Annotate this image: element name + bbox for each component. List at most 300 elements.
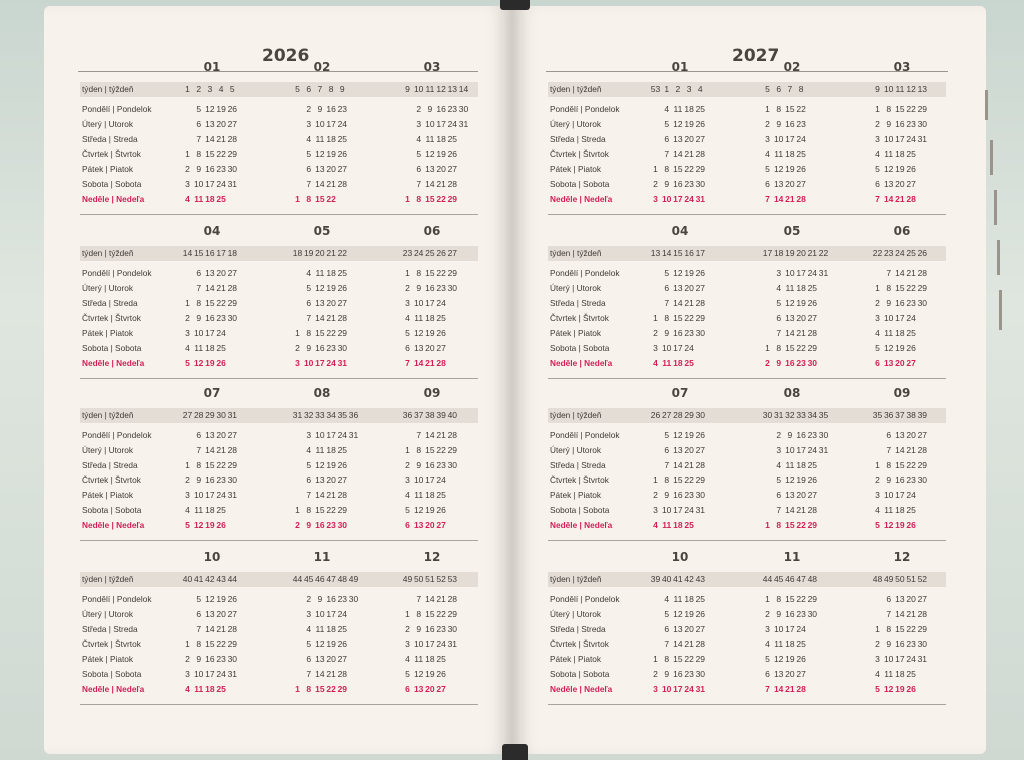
calendar-day[interactable]: 27 (227, 268, 238, 278)
calendar-day[interactable]: 5 (765, 654, 770, 664)
calendar-day[interactable]: 5 (196, 104, 202, 114)
calendar-day[interactable]: 13 (673, 445, 683, 455)
calendar-day[interactable]: 12 (773, 654, 784, 664)
calendar-day[interactable]: 24 (436, 475, 446, 485)
calendar-day[interactable]: 8 (886, 460, 892, 470)
calendar-day[interactable]: 10 (413, 639, 424, 649)
calendar-day[interactable]: 10 (883, 654, 894, 664)
calendar-day[interactable]: 21 (216, 624, 226, 634)
calendar-day[interactable]: 15 (205, 460, 215, 470)
calendar-day[interactable]: 3 (875, 654, 880, 664)
calendar-day[interactable]: 6 (306, 164, 312, 174)
calendar-day[interactable]: 8 (306, 328, 312, 338)
calendar-day-sunday[interactable]: 7 (405, 358, 410, 368)
calendar-day[interactable]: 15 (785, 104, 795, 114)
calendar-day[interactable]: 7 (664, 460, 670, 470)
calendar-day[interactable]: 19 (216, 104, 226, 114)
calendar-day[interactable]: 24 (337, 430, 348, 440)
calendar-day[interactable]: 13 (883, 179, 894, 189)
calendar-day[interactable]: 18 (326, 134, 336, 144)
calendar-day[interactable]: 31 (458, 119, 469, 129)
calendar-day-sunday[interactable]: 1 (405, 194, 410, 204)
calendar-day[interactable]: 4 (306, 268, 312, 278)
calendar-day[interactable]: 21 (684, 460, 694, 470)
calendar-day-sunday[interactable]: 16 (315, 520, 325, 530)
calendar-day[interactable]: 14 (205, 445, 215, 455)
calendar-day[interactable]: 14 (425, 430, 435, 440)
calendar-day[interactable]: 7 (886, 609, 892, 619)
calendar-day-sunday[interactable]: 10 (661, 194, 672, 204)
calendar-day-sunday[interactable]: 30 (807, 358, 818, 368)
calendar-day[interactable]: 5 (664, 268, 670, 278)
calendar-day[interactable]: 24 (216, 490, 226, 500)
calendar-day[interactable]: 22 (436, 268, 446, 278)
calendar-day[interactable]: 17 (796, 445, 806, 455)
calendar-day[interactable]: 2 (185, 164, 190, 174)
calendar-day-sunday[interactable]: 15 (785, 520, 795, 530)
calendar-day[interactable]: 23 (684, 669, 694, 679)
calendar-day[interactable]: 26 (807, 298, 818, 308)
calendar-day[interactable]: 16 (895, 298, 905, 308)
calendar-day[interactable]: 5 (664, 430, 670, 440)
calendar-day[interactable]: 20 (216, 119, 226, 129)
calendar-day[interactable]: 23 (796, 609, 806, 619)
calendar-day[interactable]: 11 (785, 460, 795, 470)
calendar-day[interactable]: 22 (436, 445, 446, 455)
calendar-day[interactable]: 10 (883, 313, 894, 323)
calendar-day[interactable]: 22 (796, 594, 806, 604)
calendar-day[interactable]: 16 (326, 104, 336, 114)
calendar-day[interactable]: 28 (695, 149, 706, 159)
calendar-day[interactable]: 19 (216, 594, 226, 604)
calendar-day[interactable]: 25 (216, 343, 226, 353)
calendar-day-sunday[interactable]: 31 (695, 684, 706, 694)
calendar-day[interactable]: 29 (807, 343, 818, 353)
calendar-day[interactable]: 7 (196, 445, 202, 455)
calendar-day[interactable]: 27 (796, 669, 806, 679)
calendar-day[interactable]: 3 (875, 134, 880, 144)
calendar-day[interactable]: 11 (315, 445, 325, 455)
calendar-day[interactable]: 23 (436, 624, 446, 634)
calendar-day[interactable]: 9 (664, 669, 670, 679)
calendar-day[interactable]: 26 (337, 460, 348, 470)
calendar-day-sunday[interactable]: 10 (661, 684, 672, 694)
calendar-day-sunday[interactable]: 25 (216, 684, 226, 694)
calendar-day[interactable]: 15 (895, 460, 905, 470)
calendar-day[interactable]: 21 (216, 134, 226, 144)
calendar-day[interactable]: 20 (796, 313, 806, 323)
calendar-day[interactable]: 13 (895, 430, 905, 440)
calendar-day-sunday[interactable]: 24 (684, 194, 694, 204)
calendar-day[interactable]: 23 (216, 654, 226, 664)
calendar-day[interactable]: 6 (306, 654, 312, 664)
calendar-day[interactable]: 1 (405, 268, 410, 278)
calendar-day-sunday[interactable]: 30 (337, 520, 348, 530)
calendar-day[interactable]: 21 (684, 298, 694, 308)
calendar-day[interactable]: 27 (906, 179, 916, 189)
calendar-day[interactable]: 1 (875, 460, 880, 470)
calendar-day-sunday[interactable]: 2 (295, 520, 300, 530)
calendar-day[interactable]: 18 (326, 445, 336, 455)
calendar-day[interactable]: 4 (306, 445, 312, 455)
calendar-day[interactable]: 17 (785, 134, 795, 144)
calendar-day[interactable]: 7 (196, 134, 202, 144)
calendar-day-sunday[interactable]: 19 (895, 684, 905, 694)
calendar-day[interactable]: 7 (776, 505, 782, 515)
calendar-day[interactable]: 29 (227, 639, 238, 649)
calendar-day[interactable]: 6 (875, 179, 880, 189)
calendar-day-sunday[interactable]: 9 (776, 358, 782, 368)
calendar-day[interactable]: 4 (405, 654, 410, 664)
calendar-day[interactable]: 21 (436, 594, 446, 604)
calendar-day[interactable]: 23 (216, 164, 226, 174)
calendar-day[interactable]: 13 (673, 283, 683, 293)
calendar-day[interactable]: 8 (306, 505, 312, 515)
calendar-day[interactable]: 22 (906, 283, 916, 293)
calendar-day[interactable]: 27 (807, 313, 818, 323)
calendar-day[interactable]: 20 (895, 179, 905, 189)
calendar-day[interactable]: 3 (765, 624, 770, 634)
calendar-day[interactable]: 18 (895, 669, 905, 679)
calendar-day[interactable]: 24 (906, 313, 916, 323)
calendar-day[interactable]: 30 (348, 594, 359, 604)
calendar-day[interactable]: 26 (436, 669, 446, 679)
calendar-day[interactable]: 14 (895, 268, 905, 278)
calendar-day[interactable]: 15 (425, 268, 435, 278)
calendar-day[interactable]: 12 (785, 298, 795, 308)
calendar-day[interactable]: 23 (326, 343, 336, 353)
calendar-day[interactable]: 22 (216, 298, 226, 308)
calendar-day[interactable]: 25 (906, 149, 916, 159)
calendar-day[interactable]: 8 (196, 149, 202, 159)
calendar-day-sunday[interactable]: 28 (796, 194, 806, 204)
calendar-day[interactable]: 10 (413, 298, 424, 308)
calendar-day[interactable]: 6 (765, 669, 770, 679)
page-tab[interactable] (999, 290, 1002, 330)
calendar-day[interactable]: 3 (416, 119, 422, 129)
calendar-day[interactable]: 2 (306, 594, 312, 604)
calendar-day[interactable]: 7 (416, 179, 422, 189)
calendar-day-sunday[interactable]: 22 (326, 684, 336, 694)
calendar-day[interactable]: 29 (917, 283, 928, 293)
calendar-day-sunday[interactable]: 8 (306, 684, 312, 694)
calendar-day[interactable]: 22 (906, 624, 916, 634)
calendar-day[interactable]: 4 (306, 134, 312, 144)
calendar-day[interactable]: 30 (227, 164, 238, 174)
calendar-day[interactable]: 23 (684, 490, 694, 500)
calendar-day-sunday[interactable]: 25 (684, 520, 694, 530)
calendar-day[interactable]: 24 (337, 119, 348, 129)
calendar-day[interactable]: 17 (326, 430, 336, 440)
calendar-day[interactable]: 18 (895, 328, 905, 338)
calendar-day[interactable]: 27 (796, 179, 806, 189)
calendar-day[interactable]: 17 (673, 343, 683, 353)
calendar-day[interactable]: 21 (796, 328, 806, 338)
calendar-day[interactable]: 1 (653, 654, 658, 664)
calendar-day-sunday[interactable]: 9 (306, 520, 312, 530)
calendar-day[interactable]: 12 (413, 505, 424, 515)
calendar-day[interactable]: 26 (796, 164, 806, 174)
calendar-day[interactable]: 3 (405, 639, 410, 649)
calendar-day[interactable]: 11 (785, 283, 795, 293)
calendar-day[interactable]: 18 (326, 624, 336, 634)
calendar-day[interactable]: 27 (807, 490, 818, 500)
calendar-day[interactable]: 7 (416, 594, 422, 604)
calendar-day[interactable]: 6 (196, 119, 202, 129)
calendar-day[interactable]: 11 (884, 149, 894, 159)
calendar-day[interactable]: 5 (306, 149, 312, 159)
calendar-day[interactable]: 22 (906, 104, 916, 114)
calendar-day[interactable]: 3 (185, 490, 190, 500)
calendar-day[interactable]: 24 (906, 490, 916, 500)
calendar-day[interactable]: 30 (227, 654, 238, 664)
calendar-day[interactable]: 14 (895, 445, 905, 455)
calendar-day[interactable]: 30 (458, 104, 469, 114)
calendar-day-sunday[interactable]: 19 (205, 520, 215, 530)
calendar-day-sunday[interactable]: 26 (216, 520, 226, 530)
calendar-day[interactable]: 6 (886, 594, 892, 604)
calendar-day-sunday[interactable]: 6 (875, 358, 880, 368)
calendar-day[interactable]: 16 (785, 609, 795, 619)
calendar-day[interactable]: 26 (695, 119, 706, 129)
calendar-day[interactable]: 15 (673, 654, 683, 664)
calendar-day[interactable]: 1 (185, 460, 190, 470)
calendar-day[interactable]: 26 (436, 328, 446, 338)
calendar-day[interactable]: 16 (425, 283, 435, 293)
calendar-day[interactable]: 5 (196, 594, 202, 604)
calendar-day[interactable]: 15 (895, 283, 905, 293)
calendar-day-sunday[interactable]: 4 (185, 684, 190, 694)
calendar-day[interactable]: 19 (895, 343, 905, 353)
calendar-day[interactable]: 2 (185, 475, 190, 485)
calendar-day[interactable]: 13 (315, 654, 325, 664)
calendar-day[interactable]: 1 (765, 594, 770, 604)
calendar-day[interactable]: 16 (205, 164, 215, 174)
calendar-day[interactable]: 15 (205, 149, 215, 159)
calendar-day[interactable]: 12 (315, 149, 325, 159)
calendar-day-sunday[interactable]: 25 (684, 358, 694, 368)
calendar-day[interactable]: 6 (664, 624, 670, 634)
calendar-day[interactable]: 15 (785, 594, 795, 604)
calendar-day[interactable]: 2 (875, 298, 880, 308)
calendar-day-sunday[interactable]: 5 (875, 520, 880, 530)
calendar-day-sunday[interactable]: 1 (295, 194, 300, 204)
calendar-day[interactable]: 8 (664, 313, 670, 323)
calendar-day[interactable]: 27 (695, 134, 706, 144)
calendar-day[interactable]: 4 (776, 460, 782, 470)
calendar-day[interactable]: 17 (326, 609, 336, 619)
calendar-day[interactable]: 12 (315, 283, 325, 293)
calendar-day[interactable]: 17 (425, 298, 435, 308)
calendar-day-sunday[interactable]: 29 (807, 520, 818, 530)
calendar-day-sunday[interactable]: 21 (425, 358, 435, 368)
calendar-day[interactable]: 15 (205, 298, 215, 308)
calendar-day-sunday[interactable]: 3 (653, 684, 658, 694)
calendar-day[interactable]: 4 (875, 505, 880, 515)
calendar-day-sunday[interactable]: 6 (405, 520, 410, 530)
calendar-day[interactable]: 30 (695, 179, 706, 189)
calendar-day[interactable]: 6 (196, 268, 202, 278)
calendar-day[interactable]: 1 (765, 104, 770, 114)
calendar-day[interactable]: 26 (695, 609, 706, 619)
calendar-day[interactable]: 22 (906, 460, 916, 470)
calendar-day-sunday[interactable]: 22 (436, 194, 446, 204)
calendar-day[interactable]: 31 (227, 490, 238, 500)
calendar-day[interactable]: 30 (227, 475, 238, 485)
calendar-day[interactable]: 29 (807, 594, 818, 604)
calendar-day[interactable]: 19 (684, 119, 694, 129)
calendar-day[interactable]: 5 (776, 475, 782, 485)
calendar-day-sunday[interactable]: 17 (673, 684, 683, 694)
calendar-day[interactable]: 19 (785, 164, 795, 174)
calendar-day[interactable]: 31 (348, 430, 359, 440)
calendar-day[interactable]: 16 (796, 430, 806, 440)
calendar-day[interactable]: 18 (785, 149, 795, 159)
calendar-day[interactable]: 16 (425, 460, 435, 470)
calendar-day[interactable]: 6 (306, 475, 312, 485)
calendar-day-sunday[interactable]: 1 (295, 684, 300, 694)
calendar-day[interactable]: 19 (796, 298, 806, 308)
calendar-day[interactable]: 18 (785, 639, 795, 649)
calendar-day[interactable]: 2 (653, 669, 658, 679)
calendar-day[interactable]: 19 (326, 460, 336, 470)
calendar-day[interactable]: 25 (216, 505, 226, 515)
calendar-day[interactable]: 19 (785, 654, 795, 664)
calendar-day[interactable]: 3 (765, 134, 770, 144)
calendar-day[interactable]: 6 (765, 179, 770, 189)
calendar-day[interactable]: 10 (661, 505, 672, 515)
calendar-day[interactable]: 3 (185, 328, 190, 338)
calendar-day[interactable]: 26 (906, 343, 916, 353)
calendar-day-sunday[interactable]: 17 (315, 358, 325, 368)
calendar-day-sunday[interactable]: 23 (326, 520, 336, 530)
calendar-day[interactable]: 11 (414, 313, 424, 323)
calendar-day[interactable]: 23 (216, 475, 226, 485)
calendar-day[interactable]: 21 (684, 149, 694, 159)
calendar-day[interactable]: 13 (785, 490, 795, 500)
calendar-day[interactable]: 4 (185, 343, 190, 353)
calendar-day-sunday[interactable]: 21 (895, 194, 905, 204)
calendar-day[interactable]: 24 (337, 609, 348, 619)
calendar-day[interactable]: 16 (673, 179, 683, 189)
calendar-day[interactable]: 22 (436, 609, 446, 619)
calendar-day[interactable]: 14 (205, 134, 215, 144)
calendar-day[interactable]: 9 (427, 104, 433, 114)
calendar-day[interactable]: 16 (673, 669, 683, 679)
calendar-day-sunday[interactable]: 12 (193, 358, 204, 368)
calendar-day-sunday[interactable]: 22 (796, 520, 806, 530)
calendar-day[interactable]: 20 (326, 164, 336, 174)
calendar-day[interactable]: 9 (787, 430, 793, 440)
calendar-day[interactable]: 13 (413, 343, 424, 353)
calendar-day[interactable]: 13 (773, 179, 784, 189)
calendar-day[interactable]: 20 (216, 430, 226, 440)
calendar-day-sunday[interactable]: 5 (185, 520, 190, 530)
calendar-day-sunday[interactable]: 20 (425, 684, 435, 694)
calendar-day[interactable]: 25 (807, 460, 818, 470)
calendar-day[interactable]: 11 (315, 134, 325, 144)
calendar-day[interactable]: 12 (773, 164, 784, 174)
calendar-day[interactable]: 10 (413, 475, 424, 485)
calendar-day[interactable]: 19 (895, 164, 905, 174)
calendar-day-sunday[interactable]: 13 (883, 358, 894, 368)
calendar-day[interactable]: 29 (917, 460, 928, 470)
calendar-day-sunday[interactable]: 27 (436, 684, 446, 694)
calendar-day[interactable]: 19 (425, 328, 435, 338)
calendar-day[interactable]: 11 (414, 490, 424, 500)
calendar-day[interactable]: 31 (917, 654, 928, 664)
calendar-day[interactable]: 14 (315, 490, 325, 500)
calendar-day[interactable]: 31 (695, 505, 706, 515)
calendar-day[interactable]: 15 (315, 505, 325, 515)
calendar-day[interactable]: 23 (807, 430, 818, 440)
calendar-day[interactable]: 16 (895, 639, 905, 649)
calendar-day[interactable]: 22 (216, 460, 226, 470)
calendar-day[interactable]: 17 (425, 475, 435, 485)
calendar-day[interactable]: 9 (886, 119, 892, 129)
calendar-day[interactable]: 7 (306, 313, 312, 323)
calendar-day[interactable]: 9 (776, 609, 782, 619)
calendar-day-sunday[interactable]: 18 (673, 520, 683, 530)
calendar-day[interactable]: 8 (776, 343, 782, 353)
calendar-day-sunday[interactable]: 24 (326, 358, 336, 368)
calendar-day[interactable]: 10 (193, 490, 204, 500)
calendar-day[interactable]: 23 (337, 104, 348, 114)
calendar-day[interactable]: 31 (818, 268, 829, 278)
calendar-day[interactable]: 21 (906, 445, 916, 455)
calendar-day[interactable]: 3 (185, 179, 190, 189)
calendar-day[interactable]: 29 (695, 164, 706, 174)
calendar-day[interactable]: 9 (196, 313, 202, 323)
calendar-day[interactable]: 22 (684, 164, 694, 174)
calendar-day[interactable]: 17 (425, 639, 435, 649)
calendar-day[interactable]: 31 (227, 669, 238, 679)
calendar-day[interactable]: 9 (886, 639, 892, 649)
calendar-day[interactable]: 27 (917, 594, 928, 604)
calendar-day-sunday[interactable]: 7 (765, 194, 770, 204)
calendar-day-sunday[interactable]: 28 (436, 358, 446, 368)
calendar-day[interactable]: 21 (326, 179, 336, 189)
calendar-day[interactable]: 10 (315, 119, 325, 129)
calendar-day[interactable]: 30 (917, 475, 928, 485)
calendar-day[interactable]: 10 (785, 445, 795, 455)
calendar-day[interactable]: 13 (895, 594, 905, 604)
calendar-day[interactable]: 2 (875, 639, 880, 649)
calendar-day[interactable]: 13 (425, 164, 435, 174)
calendar-day[interactable]: 8 (664, 654, 670, 664)
calendar-day[interactable]: 17 (895, 654, 905, 664)
calendar-day[interactable]: 20 (796, 490, 806, 500)
calendar-day[interactable]: 17 (436, 119, 446, 129)
calendar-day-sunday[interactable]: 15 (315, 684, 325, 694)
calendar-day[interactable]: 21 (216, 445, 226, 455)
calendar-day[interactable]: 30 (695, 328, 706, 338)
calendar-day[interactable]: 5 (306, 283, 312, 293)
calendar-day[interactable]: 26 (337, 149, 348, 159)
calendar-day[interactable]: 25 (807, 283, 818, 293)
calendar-day[interactable]: 7 (664, 639, 670, 649)
calendar-day[interactable]: 2 (416, 104, 422, 114)
calendar-day[interactable]: 26 (227, 104, 238, 114)
calendar-day[interactable]: 16 (436, 104, 446, 114)
calendar-day[interactable]: 28 (917, 445, 928, 455)
calendar-day[interactable]: 30 (917, 298, 928, 308)
calendar-day[interactable]: 13 (205, 268, 215, 278)
calendar-day-sunday[interactable]: 28 (906, 194, 916, 204)
calendar-day[interactable]: 29 (695, 654, 706, 664)
calendar-day[interactable]: 18 (436, 134, 446, 144)
calendar-day[interactable]: 27 (447, 164, 458, 174)
